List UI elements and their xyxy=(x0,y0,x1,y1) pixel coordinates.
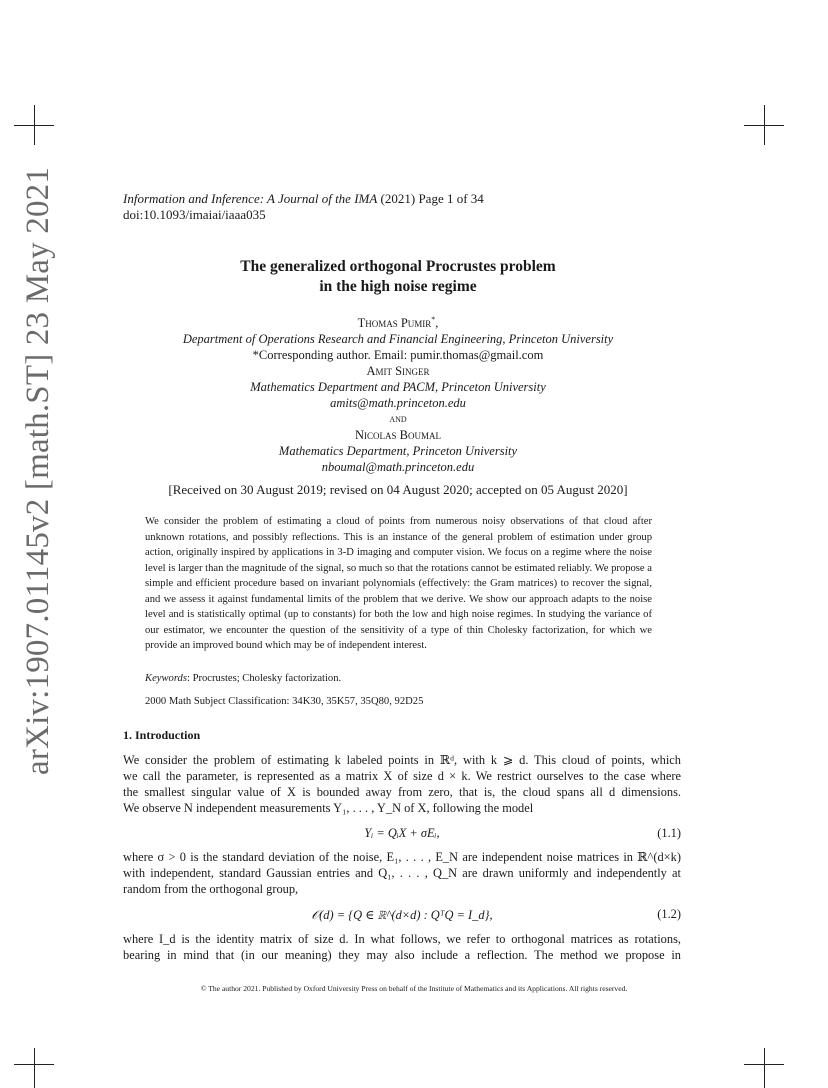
received-dates: [Received on 30 August 2019; revised on 04 August 2020; accepted on 05 August 2020] xyxy=(168,482,628,497)
equation-number: (1.2) xyxy=(657,907,681,921)
keywords xyxy=(145,673,341,684)
author-block xyxy=(0,312,796,475)
equation-body: 𝒪(d) = {Q ∈ ℝ^(d×d) : QᵀQ = I_d}, xyxy=(311,908,493,922)
intro-paragraph-1 xyxy=(123,752,681,816)
section-heading: 1. Introduction xyxy=(123,728,201,742)
title-line-2: in the high noise regime xyxy=(319,278,477,295)
crop-mark xyxy=(34,105,35,145)
author-3-email: nboumal@math.princeton.edu xyxy=(321,460,475,475)
author-2-affiliation: Mathematics Department and PACM, Princeton University xyxy=(250,380,546,395)
equation-number: (1.1) xyxy=(657,826,681,840)
text-line: where I_d is the identity matrix of size d. In what follows, we refer to orthogonal matrices as rotations, xyxy=(123,932,681,946)
text-line: random from the orthogonal group, xyxy=(123,882,299,896)
journal-header xyxy=(123,191,484,207)
corresponding-author-note: *Corresponding author. Email: pumir.thomas@gmail.com xyxy=(252,348,544,363)
author-2-name: Amit Singer xyxy=(366,364,430,379)
intro-paragraph-2 xyxy=(123,849,681,897)
text-line: with independent, standard Gaussian entries and Q₁, . . . , Q_N are drawn uniformly and independently at xyxy=(123,866,681,880)
title-line-1: The generalized orthogonal Procrustes problem xyxy=(240,258,556,275)
author-3-name: Nicolas Boumal xyxy=(355,428,441,443)
crop-mark xyxy=(764,105,765,145)
author-1-affiliation: Department of Operations Research and Financial Engineering, Princeton University xyxy=(182,332,614,347)
journal-name: Information and Inference: A Journal of the IMA xyxy=(123,191,378,206)
text-line: the smallest singular value of X is bounded away from zero, that is, the cloud spans all d dimensions. xyxy=(123,785,681,799)
text-line: bearing in mind that (in our meaning) they may also include a reflection. The method we propose in xyxy=(123,948,681,962)
arxiv-sidebar-stamp: arXiv:1907.01145v2 [math.ST] 23 May 2021 xyxy=(20,166,56,775)
and-separator: and xyxy=(389,413,407,426)
journal-year-page: (2021) Page 1 of 34 xyxy=(377,191,484,206)
paper-title xyxy=(0,257,796,297)
abstract: We consider the problem of estimating a cloud of points from numerous noisy observations of that cloud after unknown rotations, and possibly reflections. This is an instance of the general problem of estimation under group action, originally inspired by applications in 3-D imaging and computer vision. We focus on a regime where the noise level is larger than the magnitude of the signal, so much so that the rotations cannot be estimated reliably. We propose a simple and efficient procedure based on invariant polynomials (effectively: the Gram matrices) to recover the signal, and we assess it against fundamental limits of the problem that we derive. We show our approach adapts to the noise level and is statistically optimal (up to constants) for both the low and high noise regimes. In studying the variance of our estimator, we encounter the question of the sensitivity of a type of thin Cholesky factorization, for which we provide an improved bound which may be of independent interest. xyxy=(145,516,652,651)
text-line: we call the parameter, is represented as a matrix X of size d × k. We restrict ourselves to the case where xyxy=(123,769,681,783)
crop-mark xyxy=(34,1048,35,1088)
doi: doi:10.1093/imaiai/iaaa035 xyxy=(123,207,266,222)
author-1: Thomas Pumir*, xyxy=(357,315,439,331)
text-line: where σ > 0 is the standard deviation of the noise, E₁, . . . , E_N are independent noise matrices in ℝ^(d×k) xyxy=(123,850,681,864)
text-line: We observe N independent measurements Y₁, . . . , Y_N of X, following the model xyxy=(123,801,534,815)
math-subject-classification: 2000 Math Subject Classification: 34K30, 35K57, 35Q80, 92D25 xyxy=(145,696,424,707)
intro-paragraph-3 xyxy=(123,931,681,963)
author-3-affiliation: Mathematics Department, Princeton University xyxy=(278,444,518,459)
author-1-name: Thomas Pumir xyxy=(357,316,432,331)
author-2-email: amits@math.princeton.edu xyxy=(330,396,466,411)
keywords-text: : Procrustes; Cholesky factorization. xyxy=(186,673,342,684)
keywords-label: Keywords xyxy=(145,673,187,684)
text-line: We consider the problem of estimating k labeled points in ℝᵈ, with k ⩾ d. This cloud of points, which xyxy=(123,753,681,767)
crop-mark xyxy=(764,1048,765,1088)
corresponding-mark: * xyxy=(431,315,436,324)
copyright-footer: © The author 2021. Published by Oxford University Press on behalf of the Institute of Mathematics and its Applications. All rights reserved. xyxy=(200,984,628,993)
equation-body: Yᵢ = QᵢX + σEᵢ, xyxy=(364,826,440,840)
